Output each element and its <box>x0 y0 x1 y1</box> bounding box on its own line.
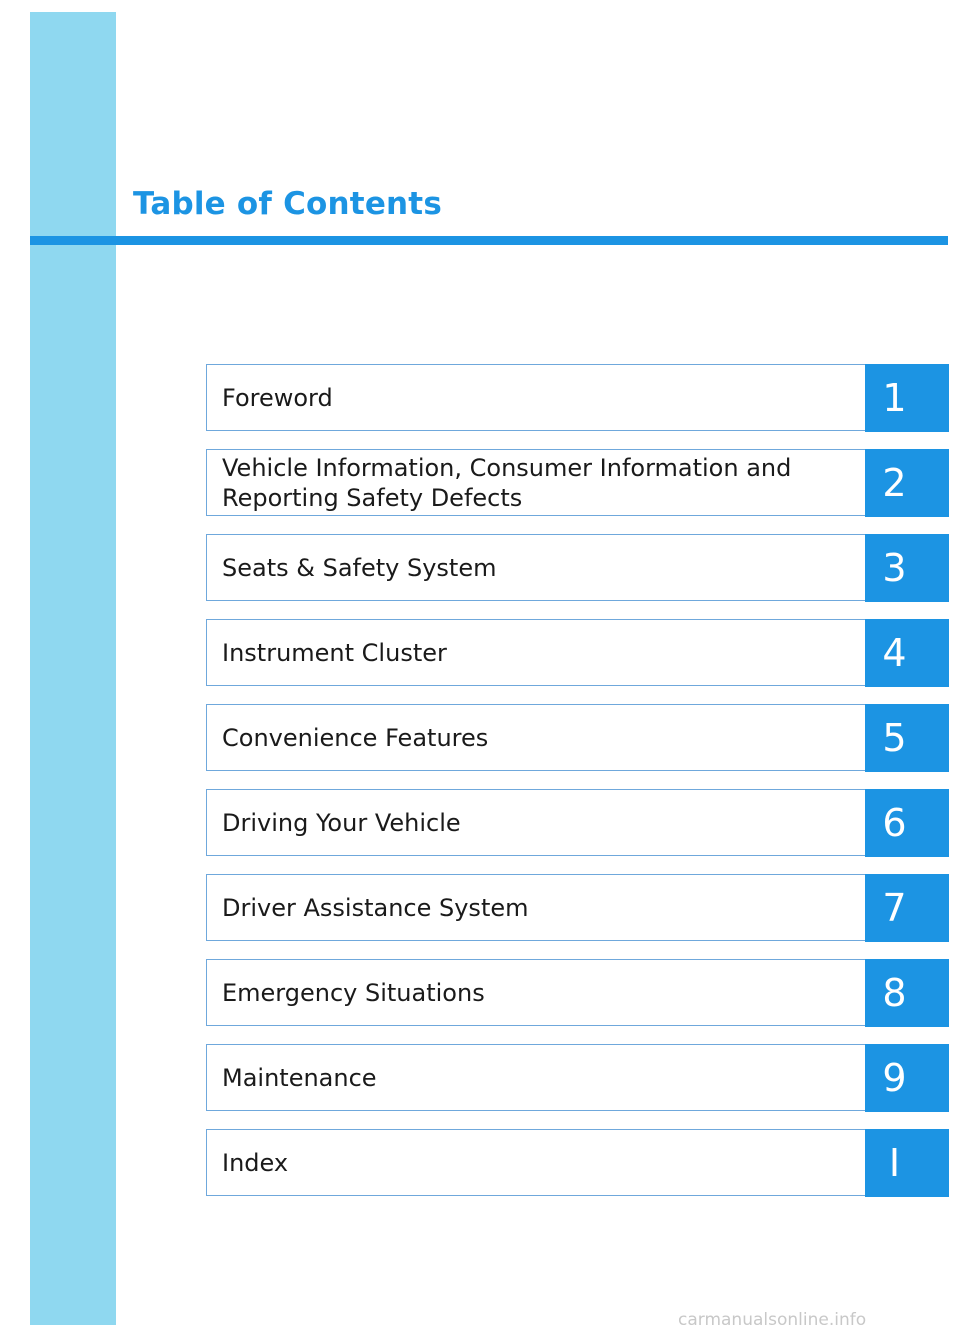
toc-item-emergency-situations[interactable] <box>206 959 948 1026</box>
toc-item-maintenance[interactable] <box>206 1044 948 1111</box>
toc-item-label: Emergency Situations <box>222 978 485 1007</box>
toc-item-driver-assistance[interactable] <box>206 874 948 941</box>
toc-item-convenience-features[interactable] <box>206 704 948 771</box>
toc-item-number: 9 <box>865 1044 949 1112</box>
toc-item-label: Driver Assistance System <box>222 893 529 922</box>
toc-item-label: Maintenance <box>222 1063 377 1092</box>
toc-item-label: Vehicle Information, Consumer Information and Reporting Safety Defects <box>222 453 792 512</box>
toc-item-label: Instrument Cluster <box>222 638 447 667</box>
toc-item-vehicle-information[interactable] <box>206 449 948 516</box>
toc-item-seats-safety[interactable] <box>206 534 948 601</box>
side-strip <box>30 12 116 1325</box>
toc-item-number: 5 <box>865 704 949 772</box>
watermark: carmanualsonline.info <box>678 1310 867 1330</box>
toc-item-number: 2 <box>865 449 949 517</box>
toc-list <box>206 364 948 1214</box>
toc-item-number: 1 <box>865 364 949 432</box>
toc-item-instrument-cluster[interactable] <box>206 619 948 686</box>
toc-item-number: 7 <box>865 874 949 942</box>
toc-item-label: Foreword <box>222 383 333 412</box>
page-title: Table of Contents <box>133 186 442 222</box>
toc-item-label: Driving Your Vehicle <box>222 808 461 837</box>
toc-item-number: I <box>865 1129 949 1197</box>
toc-item-driving-your-vehicle[interactable] <box>206 789 948 856</box>
title-rule <box>30 236 948 245</box>
toc-item-foreword[interactable] <box>206 364 948 431</box>
toc-item-number: 4 <box>865 619 949 687</box>
toc-item-number: 8 <box>865 959 949 1027</box>
toc-item-label: Index <box>222 1148 289 1177</box>
toc-item-label: Seats & Safety System <box>222 553 497 582</box>
toc-item-number: 3 <box>865 534 949 602</box>
toc-item-index[interactable] <box>206 1129 948 1196</box>
toc-item-number: 6 <box>865 789 949 857</box>
toc-item-label: Convenience Features <box>222 723 489 752</box>
